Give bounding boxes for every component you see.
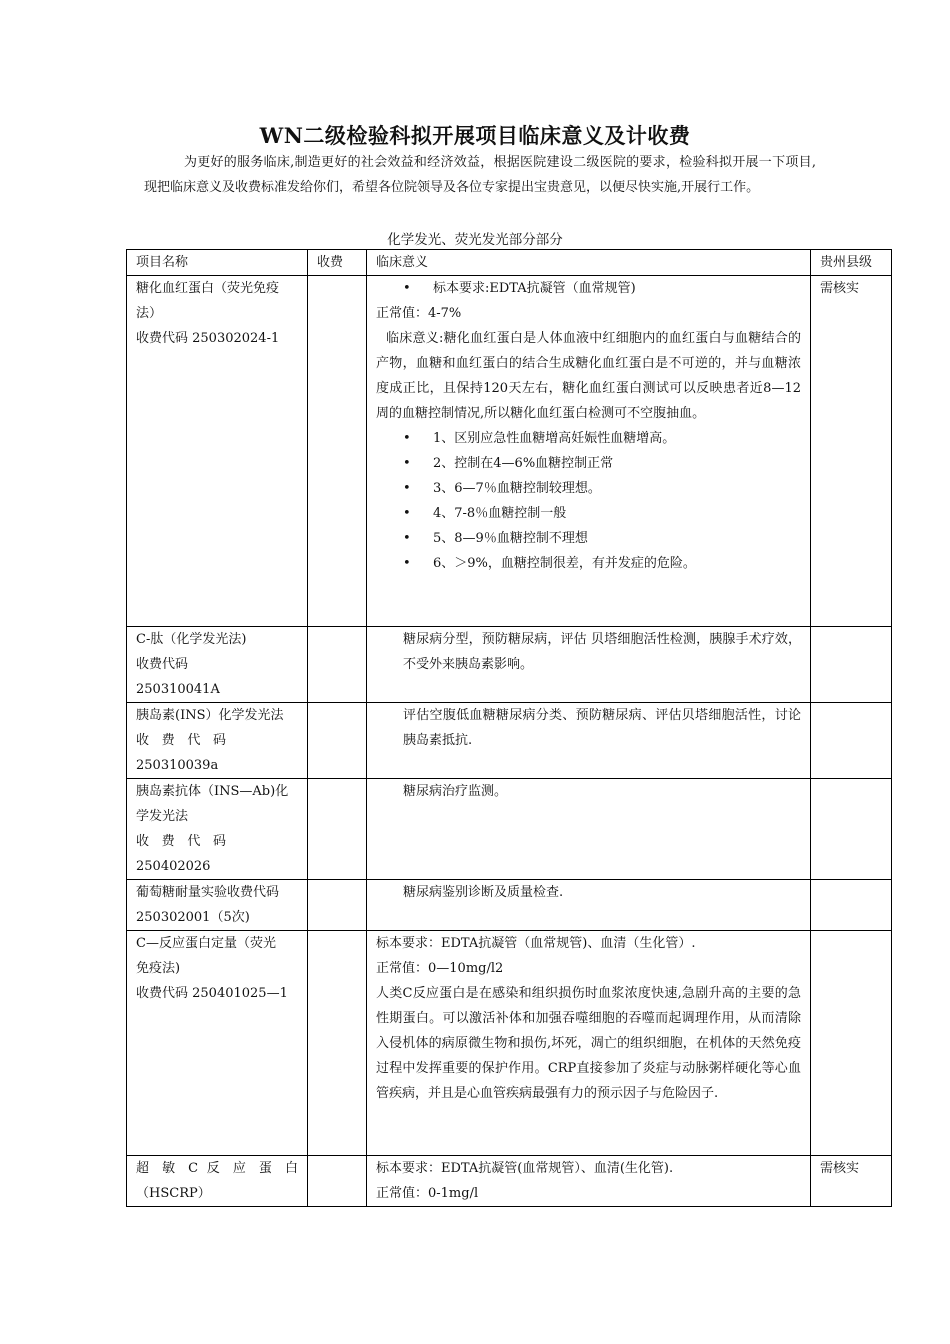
fee-cell [308, 627, 367, 703]
clinical-meaning-cell [367, 779, 811, 880]
list-item [376, 451, 801, 476]
fee-cell [308, 931, 367, 1156]
fee-cell [308, 276, 367, 627]
list-item [376, 476, 801, 501]
bullet-dot: • [403, 556, 411, 571]
project-name-line: （HSCRP） [136, 1186, 211, 1201]
clinical-meaning-text: 评估空腹低血糖糖尿病分类、预防糖尿病、评估贝塔细胞活性，讨论胰岛素抵抗. [403, 708, 801, 748]
clinical-meaning-cell [367, 627, 811, 703]
fee-code-line: 收费代码 250401025—1 [136, 986, 288, 1001]
project-name-cell [127, 880, 308, 931]
clinical-meaning-cell [367, 703, 811, 779]
interpretation-item: 1、区别应急性血糖增高妊娠性血糖增高。 [433, 431, 676, 446]
normal-value: 正常值：0-1mg/l [376, 1186, 479, 1201]
list-item [376, 526, 801, 551]
clinical-meaning-cell [367, 276, 811, 627]
header-project-name: 项目名称 [127, 250, 308, 276]
table-row [127, 931, 892, 1156]
county-level-cell: 需核实 [811, 1156, 892, 1207]
county-level-cell [811, 931, 892, 1156]
table-row [127, 627, 892, 703]
project-name-cell [127, 703, 308, 779]
project-name-line: 法） [136, 306, 163, 321]
specimen-requirement: 标本要求:EDTA抗凝管（血常规管) [433, 281, 636, 296]
header-clinical-meaning: 临床意义 [367, 250, 811, 276]
county-level-cell [811, 779, 892, 880]
fee-cell [308, 880, 367, 931]
project-name-line: 超 敏 C 反 应 蛋 白 [136, 1161, 298, 1176]
clinical-meaning-text: 糖尿病治疗监测。 [403, 784, 508, 799]
project-name-line: C—反应蛋白定量（荧光 [136, 936, 276, 951]
table-row [127, 880, 892, 931]
project-name-line: 胰岛素抗体（INS—Ab)化 [136, 784, 289, 799]
interpretation-item: 2、控制在4—6%血糖控制正常 [433, 456, 614, 471]
fee-code-line: 250302001（5次) [136, 910, 250, 925]
fee-code-line: 250402026 [136, 859, 211, 874]
county-level-cell [811, 703, 892, 779]
bullet-dot: • [403, 431, 411, 446]
bullet-dot: • [403, 281, 411, 296]
clinical-meaning-text: 临床意义:糖化血红蛋白是人体血液中红细胞内的血红蛋白与血糖结合的产物，血糖和血红蛋白的结合生成糖化血红蛋白是不可逆的，并与血糖浓度成正比，且保持120天左右，糖化血红蛋白测试可以反映患者近8—12周的血糖控制情况,所以糖化血红蛋白检测可不空腹抽血。 [376, 331, 801, 421]
project-name-line: 胰岛素(INS）化学发光法 [136, 708, 284, 723]
project-name-line: 葡萄糖耐量实验收费代码 [136, 885, 280, 900]
fee-code-line: 250310041A [136, 682, 220, 697]
list-item [376, 501, 801, 526]
bullet-dot: • [403, 531, 411, 546]
bullet-dot: • [403, 481, 411, 496]
interpretation-item: 3、6—7％血糖控制较理想。 [433, 481, 601, 496]
list-item [376, 551, 801, 576]
document-title: WN二级检验科拟开展项目临床意义及计收费 [259, 123, 691, 148]
clinical-meaning-cell [367, 880, 811, 931]
fee-cell [308, 703, 367, 779]
section-caption: 化学发光、荧光发光部分部分 [387, 232, 563, 248]
project-name-cell [127, 276, 308, 627]
list-item [376, 276, 801, 301]
project-name-cell [127, 779, 308, 880]
project-name-cell [127, 627, 308, 703]
intro-paragraph: 为更好的服务临床,制造更好的社会效益和经济效益，根据医院建设二级医院的要求，检验科拟开展一下项目,现把临床意义及收费标准发给你们，希望各位院领导及各位专家提出宝贵意见，以便尽快实施,开展行工作。 [144, 155, 816, 195]
bullet-dot: • [403, 456, 411, 471]
normal-value: 正常值：4-7% [376, 306, 462, 321]
interpretation-item: 4、7-8％血糖控制一般 [433, 506, 567, 521]
clinical-meaning-cell [367, 1156, 811, 1207]
bullet-dot: • [403, 506, 411, 521]
normal-value: 正常值：0—10mg/l2 [376, 961, 504, 976]
project-name-line: 学发光法 [136, 809, 189, 824]
project-table [126, 249, 892, 1207]
fee-code-line: 250310039a [136, 758, 219, 773]
county-level-cell [811, 880, 892, 931]
table-header-row [127, 250, 892, 276]
fee-cell [308, 1156, 367, 1207]
specimen-requirement: 标本要求：EDTA抗凝管(血常规管）、血清(生化管). [376, 1161, 674, 1176]
table-row [127, 703, 892, 779]
fee-code-line: 收费代码 250302024-1 [136, 331, 280, 346]
clinical-meaning-cell [367, 931, 811, 1156]
project-name-cell [127, 931, 308, 1156]
fee-code-label: 收 费 代 码 [136, 834, 226, 849]
clinical-meaning-text: 糖尿病分型，预防糖尿病，评估 贝塔细胞活性检测，胰腺手术疗效，不受外来胰岛素影响。 [403, 632, 801, 672]
fee-cell [308, 779, 367, 880]
table-row [127, 1156, 892, 1207]
project-name-line: 糖化血红蛋白（荧光免疫 [136, 281, 280, 296]
county-level-cell: 需核实 [811, 276, 892, 627]
header-county-level: 贵州县级 [811, 250, 892, 276]
interpretation-item: 5、8—9％血糖控制不理想 [433, 531, 588, 546]
specimen-requirement: 标本要求：EDTA抗凝管（血常规管)、血清（生化管）. [376, 936, 696, 951]
clinical-meaning-text: 人类C反应蛋白是在感染和组织损伤时血浆浓度快速,急剧升高的主要的急性期蛋白。可以激活补体和加强吞噬细胞的吞噬而起调理作用，从而清除入侵机体的病原微生物和损伤,坏死，凋亡的组织细胞，在机体的天然免疫过程中发挥重要的保护作用。CRP直接参加了炎症与动脉粥样硬化等心血管疾病，并且是心血管疾病最强有力的预示因子与危险因子. [376, 986, 801, 1101]
specimen-bullet-list [376, 276, 801, 301]
project-name-line: C-肽（化学发光法) [136, 632, 247, 647]
fee-code-label: 收费代码 [136, 657, 189, 672]
list-item [376, 426, 801, 451]
fee-code-label: 收 费 代 码 [136, 733, 226, 748]
project-name-line: 免疫法) [136, 961, 181, 976]
interpretation-item: 6、＞9%，血糖控制很差，有并发症的危险。 [433, 556, 696, 571]
clinical-meaning-text: 糖尿病鉴别诊断及质量检查. [403, 885, 564, 900]
interpretation-list [376, 426, 801, 576]
county-level-cell [811, 627, 892, 703]
table-row [127, 276, 892, 627]
project-name-cell [127, 1156, 308, 1207]
header-fee: 收费 [308, 250, 367, 276]
table-row [127, 779, 892, 880]
